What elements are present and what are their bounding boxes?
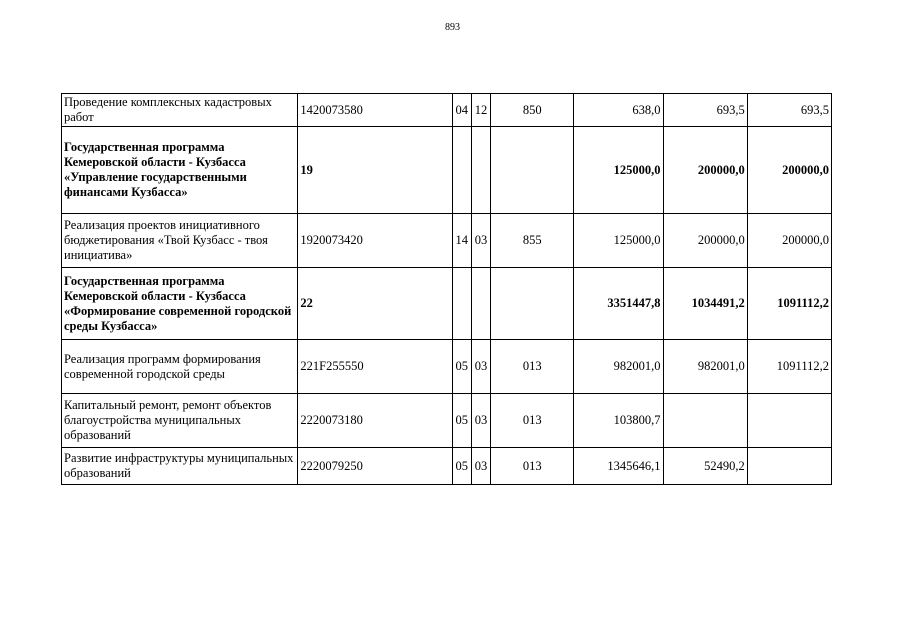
row-name: Развитие инфраструктуры муниципальных образований — [62, 448, 298, 485]
page-number: 893 — [445, 22, 460, 33]
row-subsection: 03 — [471, 214, 490, 268]
table-row — [62, 268, 832, 340]
row-subsection: 12 — [471, 94, 490, 127]
row-subsection: 03 — [471, 340, 490, 394]
row-amount-1: 125000,0 — [574, 214, 663, 268]
row-name: Государственная программа Кемеровской области - Кузбасса «Формирование современной городской среды Кузбасса» — [62, 268, 298, 340]
row-amount-1: 638,0 — [574, 94, 663, 127]
row-amount-2: 200000,0 — [663, 127, 747, 214]
budget-table — [61, 93, 832, 485]
row-section: 04 — [452, 94, 471, 127]
row-subsection — [471, 127, 490, 214]
row-amount-3: 1091112,2 — [747, 340, 831, 394]
row-expense-type: 850 — [491, 94, 574, 127]
row-target-code: 2220079250 — [298, 448, 452, 485]
table-row — [62, 340, 832, 394]
row-expense-type: 013 — [491, 394, 574, 448]
row-name: Капитальный ремонт, ремонт объектов благоустройства муниципальных образований — [62, 394, 298, 448]
table-row — [62, 448, 832, 485]
row-amount-1: 1345646,1 — [574, 448, 663, 485]
row-amount-2: 982001,0 — [663, 340, 747, 394]
row-section — [452, 268, 471, 340]
row-name: Проведение комплексных кадастровых работ — [62, 94, 298, 127]
row-amount-3: 1091112,2 — [747, 268, 831, 340]
row-amount-3 — [747, 394, 831, 448]
row-expense-type: 013 — [491, 340, 574, 394]
row-subsection: 03 — [471, 394, 490, 448]
row-amount-3: 693,5 — [747, 94, 831, 127]
row-amount-2: 200000,0 — [663, 214, 747, 268]
row-target-code: 221F255550 — [298, 340, 452, 394]
row-amount-1: 982001,0 — [574, 340, 663, 394]
row-amount-2: 1034491,2 — [663, 268, 747, 340]
row-name: Реализация программ формирования современной городской среды — [62, 340, 298, 394]
table-row — [62, 214, 832, 268]
row-expense-type — [491, 127, 574, 214]
row-amount-2 — [663, 394, 747, 448]
table-row — [62, 94, 832, 127]
table-row — [62, 127, 832, 214]
row-name: Государственная программа Кемеровской области - Кузбасса «Управление государственными финансами Кузбасса» — [62, 127, 298, 214]
row-amount-1: 125000,0 — [574, 127, 663, 214]
row-expense-type: 013 — [491, 448, 574, 485]
row-target-code: 19 — [298, 127, 452, 214]
row-section — [452, 127, 471, 214]
row-subsection — [471, 268, 490, 340]
row-section: 05 — [452, 340, 471, 394]
row-amount-3: 200000,0 — [747, 214, 831, 268]
row-expense-type: 855 — [491, 214, 574, 268]
row-section: 14 — [452, 214, 471, 268]
row-amount-3 — [747, 448, 831, 485]
row-target-code: 2220073180 — [298, 394, 452, 448]
table-row — [62, 394, 832, 448]
row-target-code: 22 — [298, 268, 452, 340]
row-amount-2: 693,5 — [663, 94, 747, 127]
row-amount-1: 3351447,8 — [574, 268, 663, 340]
row-section: 05 — [452, 448, 471, 485]
row-subsection: 03 — [471, 448, 490, 485]
row-amount-3: 200000,0 — [747, 127, 831, 214]
row-amount-2: 52490,2 — [663, 448, 747, 485]
row-name: Реализация проектов инициативного бюджетирования «Твой Кузбасс - твоя инициатива» — [62, 214, 298, 268]
row-target-code: 1420073580 — [298, 94, 452, 127]
row-target-code: 1920073420 — [298, 214, 452, 268]
row-expense-type — [491, 268, 574, 340]
row-section: 05 — [452, 394, 471, 448]
row-amount-1: 103800,7 — [574, 394, 663, 448]
